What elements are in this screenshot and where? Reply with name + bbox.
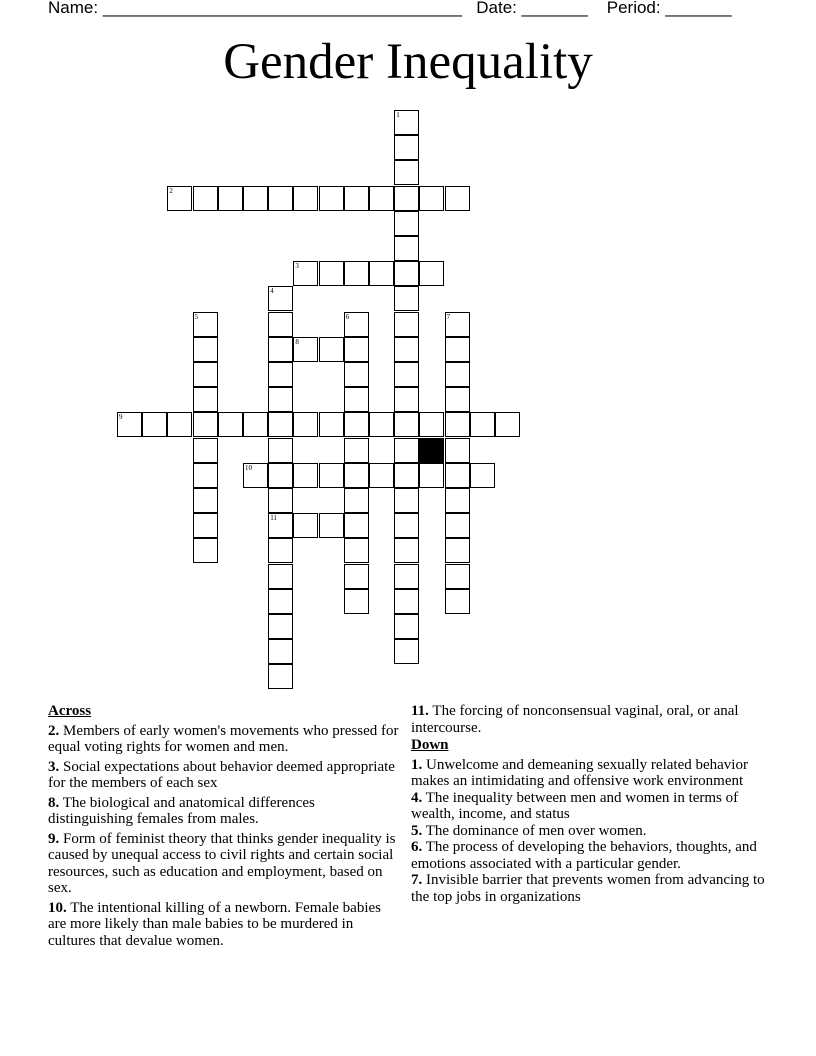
grid-cell[interactable] — [319, 513, 344, 538]
grid-cell[interactable] — [369, 412, 394, 437]
grid-cell[interactable] — [268, 639, 293, 664]
clue-down-5: 5. The dominance of men over women. — [411, 822, 647, 839]
period-label: Period: — [606, 0, 661, 17]
date-blank[interactable]: _______ — [521, 0, 588, 17]
down-heading: Down — [411, 737, 449, 753]
grid-cell[interactable] — [319, 261, 344, 286]
grid-cell[interactable] — [193, 412, 218, 437]
grid-cell[interactable] — [193, 538, 218, 563]
grid-cell[interactable] — [394, 312, 419, 337]
period-blank[interactable]: _______ — [665, 0, 732, 17]
grid-cell[interactable] — [419, 186, 444, 211]
grid-cell[interactable] — [167, 186, 192, 211]
grid-cell[interactable] — [419, 261, 444, 286]
grid-cell[interactable] — [369, 186, 394, 211]
date-label: Date: — [476, 0, 517, 17]
grid-cell[interactable] — [268, 337, 293, 362]
clues-right-column — [411, 703, 771, 905]
grid-cell[interactable] — [369, 261, 394, 286]
grid-cell[interactable] — [293, 412, 318, 437]
grid-cell[interactable] — [445, 412, 470, 437]
grid-cell[interactable] — [268, 186, 293, 211]
grid-cell[interactable] — [445, 186, 470, 211]
grid-cell[interactable] — [470, 463, 495, 488]
grid-cell[interactable] — [470, 412, 495, 437]
grid-cell[interactable] — [445, 488, 470, 513]
grid-cell[interactable] — [394, 564, 419, 589]
grid-cell[interactable] — [495, 412, 520, 437]
grid-cell[interactable] — [344, 513, 369, 538]
clue-across-11: 11. The forcing of nonconsensual vaginal, oral, or anal intercourse. — [411, 703, 739, 736]
grid-cell[interactable] — [394, 135, 419, 160]
grid-cell[interactable] — [268, 664, 293, 689]
grid-cell[interactable] — [293, 513, 318, 538]
grid-cell[interactable] — [419, 463, 444, 488]
clue-number: 3 — [295, 262, 299, 271]
grid-cell[interactable] — [193, 312, 218, 337]
grid-cell[interactable] — [394, 286, 419, 311]
grid-cell[interactable] — [319, 463, 344, 488]
clue-across-10: 10. The intentional killing of a newborn. Female babies are more likely than male babies to be murdered in cultures that devalue women. — [48, 899, 381, 949]
grid-cell[interactable] — [445, 564, 470, 589]
grid-cell[interactable] — [218, 412, 243, 437]
grid-cell[interactable] — [142, 412, 167, 437]
grid-cell[interactable] — [394, 513, 419, 538]
grid-cell[interactable] — [193, 362, 218, 387]
grid-cell[interactable] — [117, 412, 142, 437]
grid-cell[interactable] — [293, 463, 318, 488]
grid-cell[interactable] — [445, 463, 470, 488]
grid-cell[interactable] — [394, 362, 419, 387]
grid-cell[interactable] — [445, 438, 470, 463]
grid-cell[interactable] — [268, 312, 293, 337]
grid-cell[interactable] — [243, 463, 268, 488]
grid-cell[interactable] — [243, 186, 268, 211]
grid-cell[interactable] — [344, 589, 369, 614]
grid-cell[interactable] — [193, 513, 218, 538]
grid-cell[interactable] — [344, 337, 369, 362]
grid-cell[interactable] — [344, 538, 369, 563]
grid-cell[interactable] — [268, 564, 293, 589]
grid-cell[interactable] — [268, 538, 293, 563]
grid-cell[interactable] — [445, 387, 470, 412]
grid-cell[interactable] — [193, 488, 218, 513]
grid-cell[interactable] — [344, 438, 369, 463]
grid-cell[interactable] — [394, 639, 419, 664]
grid-cell[interactable] — [319, 186, 344, 211]
grid-cell[interactable] — [369, 463, 394, 488]
grid-cell[interactable] — [218, 186, 243, 211]
grid-cell[interactable] — [193, 438, 218, 463]
grid-cell[interactable] — [344, 261, 369, 286]
clue-number: 9 — [119, 413, 123, 422]
grid-cell[interactable] — [344, 362, 369, 387]
clues-left-column — [48, 703, 400, 952]
grid-cell[interactable] — [268, 513, 293, 538]
clue-number: 1 — [396, 111, 400, 119]
grid-cell[interactable] — [394, 211, 419, 236]
grid-cell[interactable] — [268, 488, 293, 513]
clue-down-1: 1. Unwelcome and demeaning sexually related behavior makes an intimidating and offensive work environment — [411, 756, 748, 789]
grid-cell[interactable] — [319, 337, 344, 362]
grid-cell[interactable] — [268, 614, 293, 639]
clue-number: 10 — [245, 463, 252, 472]
grid-cell[interactable] — [268, 362, 293, 387]
clue-number: 11 — [270, 514, 277, 523]
clue-across-8: 8. The biological and anatomical differences distinguishing females from males. — [48, 794, 315, 827]
grid-cell[interactable] — [268, 438, 293, 463]
clue-number: 2 — [169, 186, 173, 195]
grid-cell[interactable] — [445, 513, 470, 538]
grid-cell[interactable] — [193, 186, 218, 211]
grid-cell[interactable] — [394, 614, 419, 639]
clue-across-9: 9. Form of feminist theory that thinks gender inequality is caused by unequal access to civil rights and certain social resources, such as education and employment, based on sex. — [48, 830, 396, 896]
grid-cell[interactable] — [394, 110, 419, 135]
clue-down-4: 4. The inequality between men and women in terms of wealth, income, and status — [411, 789, 739, 822]
black-cell — [419, 438, 444, 463]
grid-cell[interactable] — [394, 261, 419, 286]
grid-cell[interactable] — [193, 387, 218, 412]
grid-cell[interactable] — [268, 387, 293, 412]
clue-down-6: 6. The process of developing the behaviors, thoughts, and emotions associated with a particular gender. — [411, 839, 757, 872]
grid-cell[interactable] — [394, 337, 419, 362]
grid-cell[interactable] — [394, 463, 419, 488]
across-heading: Across — [48, 703, 92, 719]
grid-cell[interactable] — [394, 236, 419, 261]
grid-cell[interactable] — [344, 387, 369, 412]
grid-cell[interactable] — [394, 538, 419, 563]
grid-cell[interactable] — [344, 186, 369, 211]
grid-cell[interactable] — [293, 186, 318, 211]
page-title: Gender Inequality — [223, 34, 593, 90]
grid-cell[interactable] — [344, 564, 369, 589]
clue-number: 6 — [345, 312, 350, 321]
name-label: Name: — [48, 0, 99, 17]
grid-cell[interactable] — [243, 412, 268, 437]
clue-across-3: 3. Social expectations about behavior deemed appropriate for the members of each sex — [48, 758, 395, 791]
clue-number: 8 — [295, 337, 299, 346]
grid-cell[interactable] — [268, 589, 293, 614]
grid-cell[interactable] — [268, 412, 293, 437]
grid-cell[interactable] — [193, 337, 218, 362]
grid-cell[interactable] — [293, 261, 318, 286]
clue-number: 7 — [446, 312, 451, 321]
grid-cell[interactable] — [394, 412, 419, 437]
grid-cell[interactable] — [445, 337, 470, 362]
grid-cell[interactable] — [445, 538, 470, 563]
clue-down-7: 7. Invisible barrier that prevents women from advancing to the top jobs in organizations — [411, 872, 765, 905]
grid-cell[interactable] — [394, 387, 419, 412]
grid-cell[interactable] — [394, 488, 419, 513]
grid-cell[interactable] — [394, 160, 419, 185]
grid-cell[interactable] — [445, 362, 470, 387]
grid-cell[interactable] — [268, 286, 293, 311]
grid-cell[interactable] — [319, 412, 344, 437]
grid-cell[interactable] — [445, 589, 470, 614]
grid-cell[interactable] — [268, 463, 293, 488]
grid-cell[interactable] — [394, 589, 419, 614]
name-blank[interactable]: ______________________________________ — [102, 0, 463, 17]
grid-cell[interactable] — [394, 186, 419, 211]
clue-number: 5 — [194, 312, 199, 321]
clue-across-2: 2. Members of early women's movements who pressed for equal voting rights for women and men. — [48, 722, 399, 755]
grid-cell[interactable] — [344, 312, 369, 337]
grid-cell[interactable] — [419, 412, 444, 437]
grid-cell[interactable] — [344, 488, 369, 513]
grid-cell[interactable] — [193, 463, 218, 488]
grid-cell[interactable] — [445, 312, 470, 337]
grid-cell[interactable] — [293, 337, 318, 362]
grid-cell[interactable] — [344, 412, 369, 437]
grid-cell[interactable] — [167, 412, 192, 437]
grid-cell[interactable] — [394, 438, 419, 463]
grid-cell[interactable] — [344, 463, 369, 488]
clue-number: 4 — [270, 287, 274, 296]
